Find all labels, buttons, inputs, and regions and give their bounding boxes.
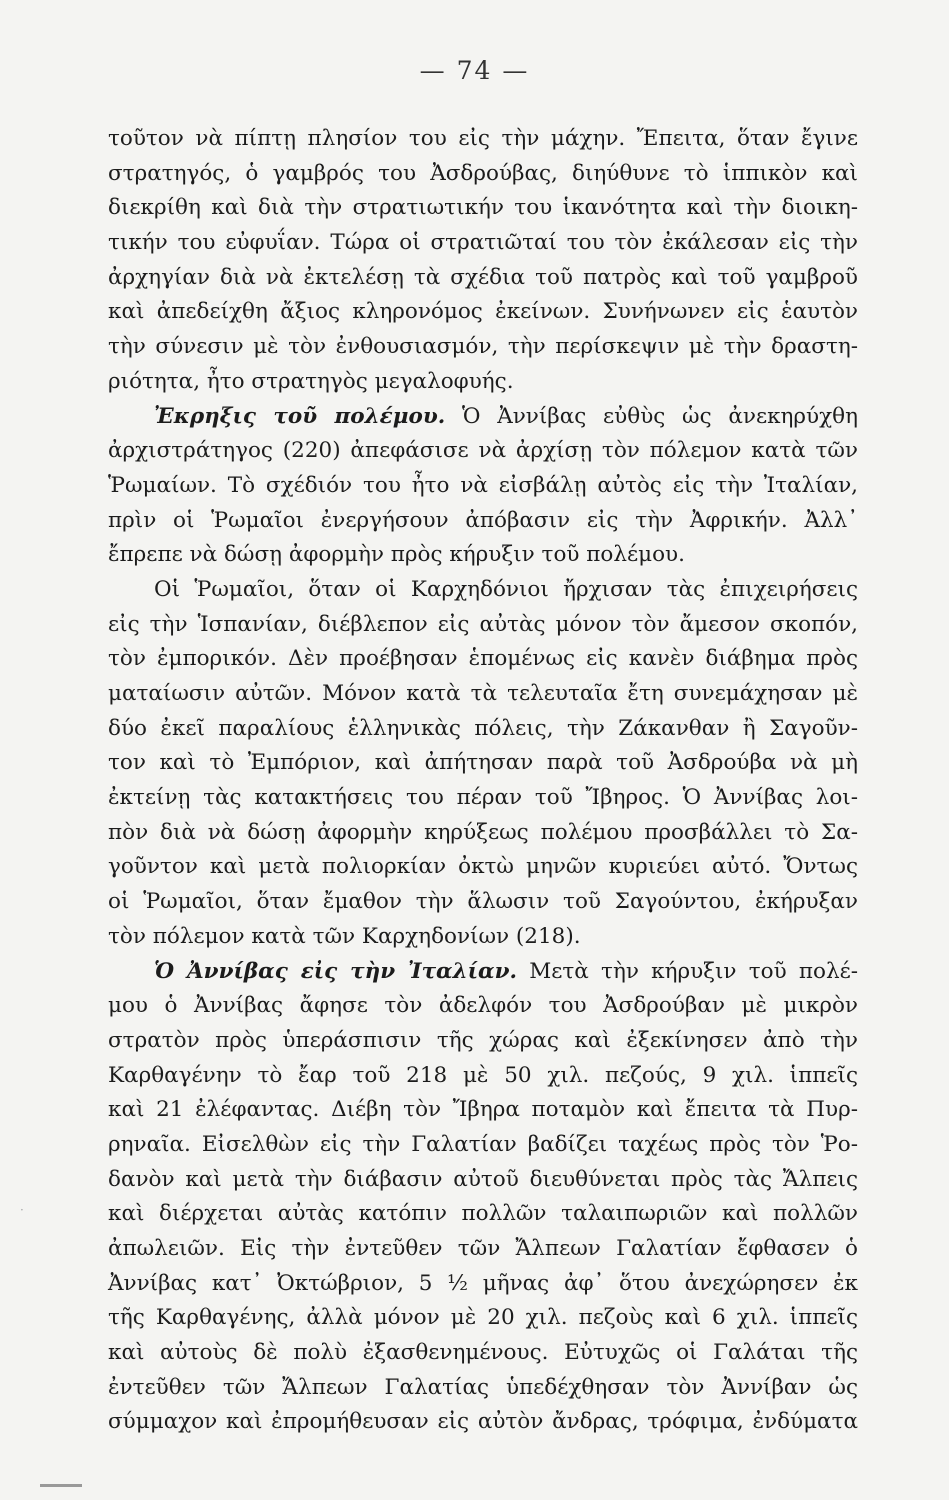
page-number: — 74 — — [419, 56, 530, 85]
text-line: καὶ διέρχεται αὐτὰς κατόπιν πολλῶν ταλαιπωριῶν καὶ πολλῶν — [108, 1201, 858, 1227]
text-line: ἔπρεπε νὰ δώσῃ ἀφορμὴν πρὸς κήρυξιν τοῦ πολέμου. — [108, 542, 685, 568]
text-line: εἰς τὴν Ἱσπανίαν, διέβλεπον εἰς αὐτὰς μόνον τὸν ἄμεσον σκοπόν, — [108, 611, 858, 637]
text-line: τὴν σύνεσιν μὲ τὸν ἐνθουσιασμόν, τὴν περίσκεψιν μὲ τὴν δραστη- — [108, 334, 858, 360]
text-line: καὶ ἀπεδείχθη ἄξιος κληρονόμος ἐκείνων. Συνήνωνεν εἰς ἑαυτὸν — [108, 299, 858, 325]
text-line: δανὸν καὶ μετὰ τὴν διάβασιν αὐτοῦ διευθύνεται πρὸς τὰς Ἄλπεις — [108, 1166, 858, 1192]
text-line: τὸν ἐμπορικόν. Δὲν προέβησαν ἑπομένως εἰς κανὲν διάβημα πρὸς — [108, 646, 858, 672]
text-line: ματαίωσιν αὐτῶν. Μόνον κατὰ τὰ τελευταῖα ἔτη συνεμάχησαν μὲ — [108, 681, 858, 706]
text-line: οἱ Ῥωμαῖοι, ὅταν ἔμαθον τὴν ἅλωσιν τοῦ Σαγούντου, ἐκήρυξαν — [108, 889, 858, 915]
text-line: Ἀννίβας κατ᾽ Ὀκτώβριον, 5 ½ μῆνας ἀφ᾽ ὅτου ἀνεχώρησεν ἐκ — [108, 1270, 858, 1296]
heading-line-text: Μετὰ τὴν κήρυξιν τοῦ πολέ- — [529, 958, 858, 984]
text-line: τὸν πόλεμον κατὰ τῶν Καρχηδονίων (218). — [108, 923, 581, 949]
margin-speck: · — [20, 1203, 24, 1217]
text-line: ρηναῖα. Εἰσελθὼν εἰς τὴν Γαλατίαν βαδίζει ταχέως πρὸς τὸν Ῥο- — [108, 1131, 858, 1157]
section-heading: Ἐκρηξις τοῦ πολέμου. — [154, 403, 446, 429]
section-heading-line — [108, 400, 858, 435]
text-line: καὶ αὐτοὺς δὲ πολὺ ἐξασθενημένους. Εὐτυχῶς οἱ Γαλάται τῆς — [108, 1340, 858, 1366]
text-line: ἐντεῦθεν τῶν Ἄλπεων Γαλατίας ὑπεδέχθησαν τὸν Ἀννίβαν ὡς — [108, 1374, 858, 1400]
section-heading: Ὁ Ἀννίβας εἰς τὴν Ἰταλίαν. — [154, 958, 518, 984]
text-line: Ῥωμαίων. Τὸ σχέδιόν του ἦτο νὰ εἰσβάλῃ αὐτὸς εἰς τὴν Ἰταλίαν, — [108, 472, 858, 498]
body-text — [108, 122, 858, 1440]
text-line: τικήν του εὐφυΐαν. Τώρα οἱ στρατιῶταί του τὸν ἐκάλεσαν εἰς τὴν — [108, 230, 858, 256]
text-line: πὸν διὰ νὰ δώσῃ ἀφορμὴν κηρύξεως πολέμου προσβάλλει τὸ Σα- — [108, 819, 858, 845]
text-line: στρατηγός, ὁ γαμβρός του Ἀσδρούβας, διηύθυνε τὸ ἱππικὸν καὶ — [108, 160, 858, 186]
heading-line-text: Ὁ Ἀννίβας εὐθὺς ὡς ἀνεκηρύχθη — [461, 403, 858, 429]
text-line: ἀρχιστράτηγος (220) ἀπεφάσισε νὰ ἀρχίσῃ τὸν πόλεμον κατὰ τῶν — [108, 438, 858, 464]
text-line: ἀρχηγίαν διὰ νὰ ἐκτελέσῃ τὰ σχέδια τοῦ πατρὸς καὶ τοῦ γαμβροῦ — [108, 264, 858, 290]
text-line: γοῦντον καὶ μετὰ πολιορκίαν ὀκτὼ μηνῶν κυριεύει αὐτό. Ὄντως — [108, 854, 858, 880]
text-line: τῆς Καρθαγένης, ἀλλὰ μόνον μὲ 20 χιλ. πεζοὺς καὶ 6 χιλ. ἱππεῖς — [108, 1305, 858, 1331]
text-line: τοῦτον νὰ πίπτῃ πλησίον του εἰς τὴν μάχην. Ἔπειτα, ὅταν ἔγινε — [108, 126, 858, 151]
text-line: δύο ἐκεῖ παραλίους ἑλληνικὰς πόλεις, τὴν Ζάκανθαν ἢ Σαγοῦν- — [108, 715, 858, 741]
text-line: τον καὶ τὸ Ἐμπόριον, καὶ ἀπήτησαν παρὰ τοῦ Ἀσδρούβα νὰ μὴ — [108, 750, 858, 776]
text-line: Καρθαγένην τὸ ἔαρ τοῦ 218 μὲ 50 χιλ. πεζούς, 9 χιλ. ἱππεῖς — [108, 1062, 858, 1088]
text-line: Οἱ Ῥωμαῖοι, ὅταν οἱ Καρχηδόνιοι ἤρχισαν τὰς ἐπιχειρήσεις — [154, 576, 858, 602]
text-line: πρὶν οἱ Ῥωμαῖοι ἐνεργήσουν ἀπόβασιν εἰς τὴν Ἀφρικήν. Ἀλλ᾽ — [108, 507, 858, 533]
text-line: διεκρίθη καὶ διὰ τὴν στρατιωτικήν του ἱκανότητα καὶ τὴν διοικη- — [108, 195, 858, 221]
text-line: ριότητα, ἦτο στρατηγὸς μεγαλοφυής. — [108, 368, 514, 394]
text-line: μου ὁ Ἀννίβας ἄφησε τὸν ἀδελφόν του Ἀσδρούβαν μὲ μικρὸν — [108, 993, 858, 1019]
printer-rule — [40, 1484, 82, 1487]
text-line: στρατὸν πρὸς ὑπεράσπισιν τῆς χώρας καὶ ἐξεκίνησεν ἀπὸ τὴν — [108, 1027, 858, 1053]
text-line: καὶ 21 ἐλέφαντας. Διέβη τὸν Ἴβηρα ποταμὸν καὶ ἔπειτα τὰ Πυρ- — [108, 1097, 858, 1123]
text-line: σύμμαχον καὶ ἐπρομήθευσαν εἰς αὐτὸν ἄνδρας, τρόφιμα, ἐνδύματα — [108, 1409, 858, 1435]
text-line: ἐκτείνῃ τὰς κατακτήσεις του πέραν τοῦ Ἴβηρος. Ὁ Ἀννίβας λοι- — [108, 785, 858, 811]
text-line: ἀπωλειῶν. Εἰς τὴν ἐντεῦθεν τῶν Ἄλπεων Γαλατίαν ἔφθασεν ὁ — [108, 1236, 858, 1261]
section-heading-line — [108, 955, 858, 990]
